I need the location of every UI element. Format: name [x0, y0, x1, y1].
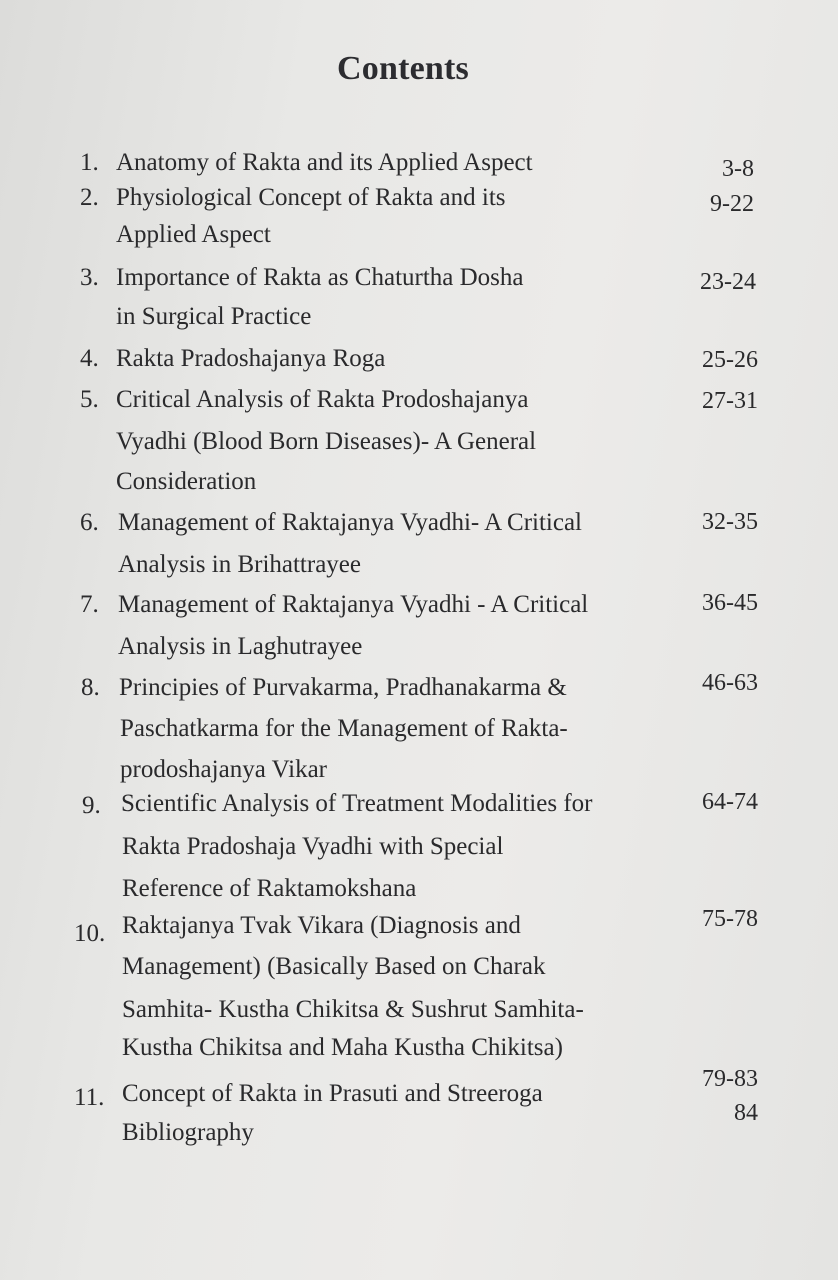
entry-number: 2. — [80, 184, 99, 211]
entry-title-line: Importance of Rakta as Chaturtha Dosha — [116, 264, 524, 291]
entry-number: 6. — [80, 509, 99, 536]
entry-number: 7. — [80, 591, 99, 618]
entry-pages: 79-83 — [702, 1066, 758, 1092]
entry-number: 9. — [82, 792, 101, 819]
entry-number: 10. — [74, 920, 106, 947]
entry-title-line: Rakta Pradoshajanya Roga — [116, 345, 386, 372]
entry-pages: 75-78 — [702, 906, 758, 932]
entry-number: 11. — [74, 1084, 105, 1111]
entry-title-line: prodoshajanya Vikar — [120, 756, 328, 783]
entry-title-line: Reference of Raktamokshana — [122, 875, 417, 902]
entry-title-line: Rakta Pradoshaja Vyadhi with Special — [122, 833, 504, 860]
entry-number: 3. — [80, 264, 99, 291]
entry-pages: 36-45 — [702, 590, 758, 616]
entry-pages: 84 — [734, 1100, 758, 1126]
entry-title-line: Management of Raktajanya Vyadhi- A Critical — [118, 509, 583, 536]
entry-title-line: Concept of Rakta in Prasuti and Streeroga — [122, 1080, 543, 1107]
entry-number: 5. — [80, 386, 99, 413]
entry-pages: 23-24 — [700, 269, 756, 295]
entry-title-line: Management of Raktajanya Vyadhi - A Critical — [118, 591, 589, 618]
entry-title-line: Bibliography — [122, 1119, 254, 1146]
entry-pages: 9-22 — [710, 191, 754, 217]
entry-title-line: Analysis in Laghutrayee — [118, 633, 363, 660]
entry-pages: 32-35 — [702, 509, 758, 535]
entry-pages: 27-31 — [702, 388, 758, 414]
entry-title-line: Applied Aspect — [116, 221, 271, 248]
entry-title-line: Paschatkarma for the Management of Rakta- — [120, 715, 568, 742]
entry-title-line: in Surgical Practice — [116, 303, 312, 330]
entry-pages: 3-8 — [722, 156, 754, 182]
entry-title-line: Consideration — [116, 468, 257, 495]
entry-number: 1. — [80, 149, 99, 176]
entry-title-line: Scientific Analysis of Treatment Modalities for — [121, 790, 593, 817]
entry-number: 8. — [81, 674, 100, 701]
entry-title-line: Management) (Basically Based on Charak — [122, 953, 546, 980]
entry-pages: 46-63 — [702, 670, 758, 696]
entry-title-line: Principies of Purvakarma, Pradhanakarma & — [119, 674, 567, 701]
entry-number: 4. — [80, 345, 99, 372]
entry-title-line: Anatomy of Rakta and its Applied Aspect — [116, 149, 533, 176]
entry-title-line: Physiological Concept of Rakta and its — [116, 184, 506, 211]
entry-title-line: Vyadhi (Blood Born Diseases)- A General — [116, 428, 537, 455]
entry-title-line: Critical Analysis of Rakta Prodoshajanya — [116, 386, 529, 413]
entry-pages: 64-74 — [702, 789, 758, 815]
entry-pages: 25-26 — [702, 347, 758, 373]
entry-title-line: Samhita- Kustha Chikitsa & Sushrut Samhita- — [122, 996, 584, 1023]
page-title: Contents — [337, 50, 469, 87]
entry-title-line: Raktajanya Tvak Vikara (Diagnosis and — [122, 912, 521, 939]
entry-title-line: Kustha Chikitsa and Maha Kustha Chikitsa) — [122, 1034, 563, 1061]
entry-title-line: Analysis in Brihattrayee — [118, 551, 361, 578]
